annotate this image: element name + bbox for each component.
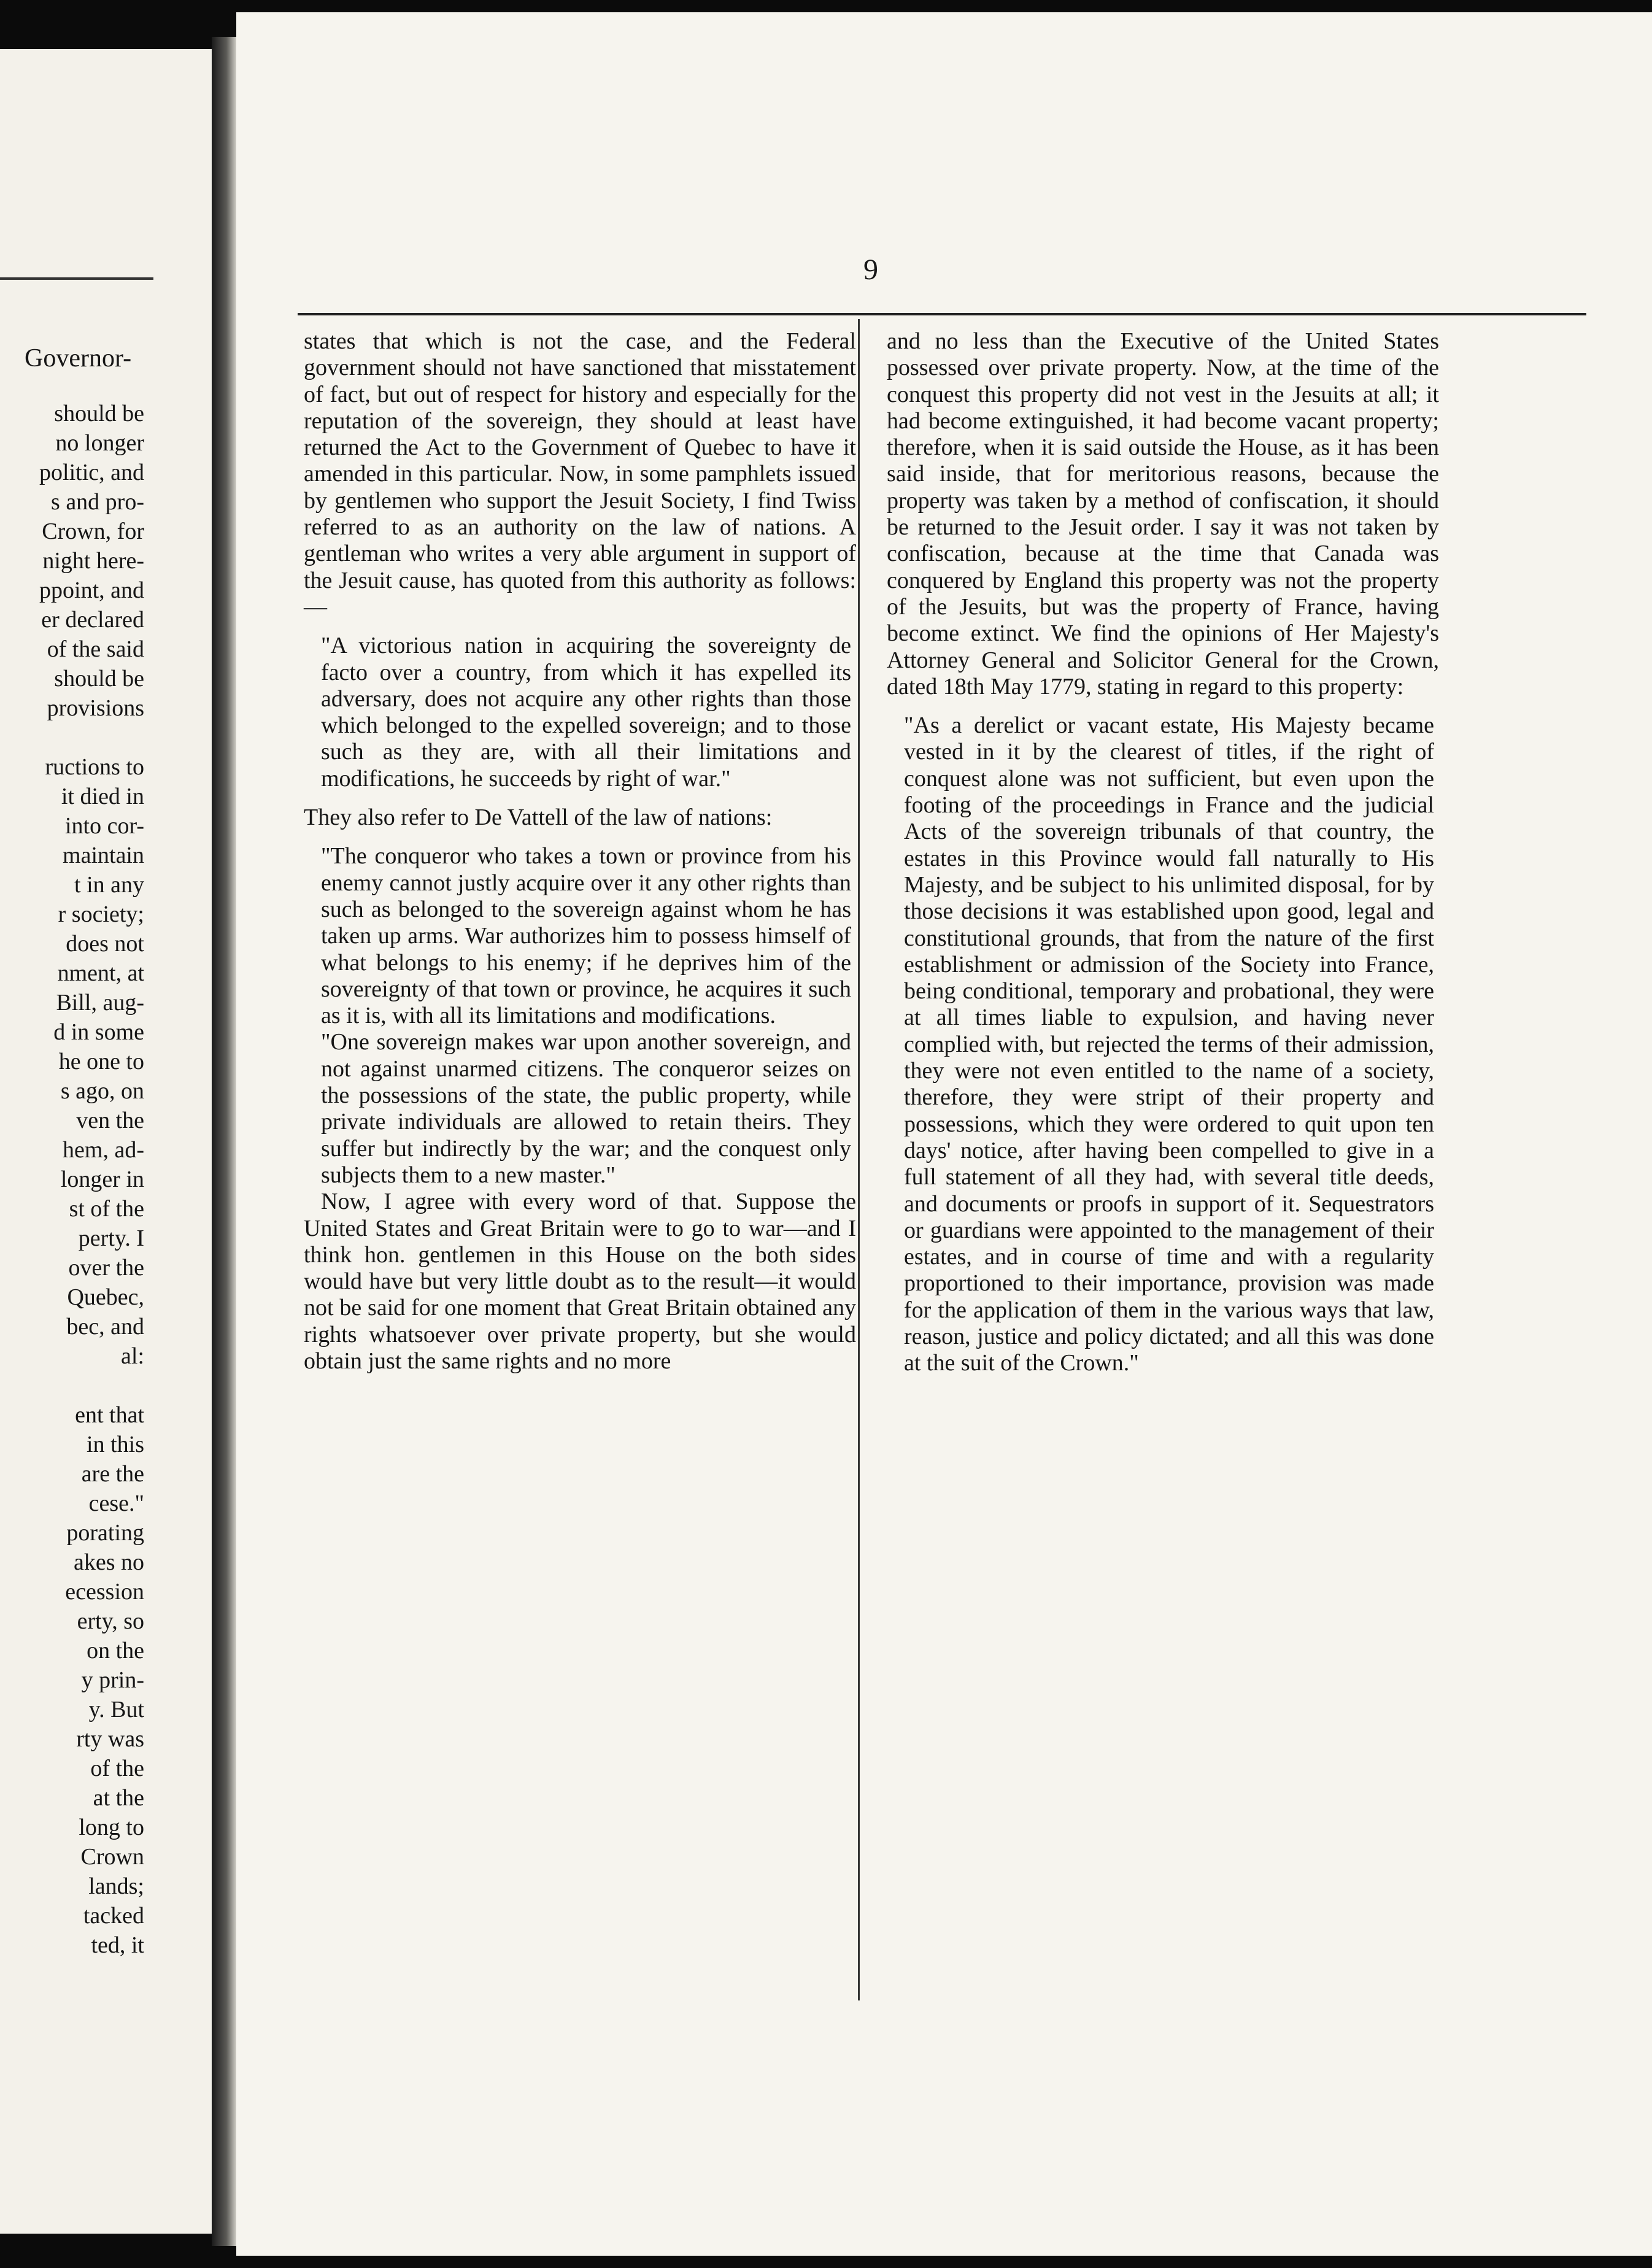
facing-page-line: erty, so <box>77 1608 144 1634</box>
facing-page-line: politic, and <box>39 460 144 485</box>
facing-page-line: porating <box>66 1520 144 1546</box>
header-rule <box>298 313 1586 315</box>
facing-page-line: on the <box>87 1638 144 1664</box>
facing-page-fragment <box>0 49 212 2234</box>
right-column <box>887 328 1439 1377</box>
facing-page-line: perty. I <box>78 1225 144 1251</box>
facing-page-line <box>0 723 212 752</box>
facing-page-line: ecession <box>65 1579 144 1605</box>
facing-page-line: rty was <box>76 1726 144 1752</box>
facing-page-line: Crown, for <box>42 519 144 544</box>
facing-page-line: are the <box>81 1461 144 1487</box>
facing-page-line: cese." <box>88 1491 144 1516</box>
facing-page-line: provisions <box>47 695 144 721</box>
quote-paragraph: "One sovereign makes war upon another sovereign, and not against unarmed citizens. The conqueror seizes on the possessions of the state, the public property, while private individuals are allowed to retain theirs. They suffer but indirectly by the war; and the conquest only subjects them to a new master." <box>321 1029 851 1188</box>
quote-paragraph: "The conqueror who takes a town or province from his enemy cannot justly acquire over it any other rights than such as belonged to the sovereign against whom he has taken up arms. War authorizes him to possess himself of what belongs to his enemy; if he deprives him of the sovereignty of that town or province, he acquires it such as it is, with all its limitations and modifications. <box>321 843 851 1029</box>
facing-page-line: t in any <box>74 872 144 898</box>
page-number: 9 <box>863 253 878 286</box>
facing-page-line: ven the <box>76 1108 144 1133</box>
facing-page-line: s and pro- <box>51 489 144 515</box>
facing-page-line: no longer <box>55 430 144 456</box>
column-divider <box>858 319 860 2000</box>
left-column <box>304 328 856 1375</box>
paragraph: They also refer to De Vattell of the law of nations: <box>304 804 773 831</box>
facing-page-line: at the <box>93 1785 144 1811</box>
facing-page-line: tacked <box>83 1903 144 1929</box>
facing-page-line: al: <box>121 1343 144 1369</box>
facing-page-line: nment, at <box>57 960 144 986</box>
book-gutter <box>212 37 236 2246</box>
facing-page-line: long to <box>79 1815 144 1840</box>
facing-page-line: Crown <box>80 1844 144 1870</box>
facing-page-line: does not <box>66 931 144 957</box>
facing-page-line: ted, it <box>91 1932 144 1958</box>
facing-page-line: y. But <box>88 1697 144 1722</box>
facing-page-line: of the said <box>47 636 144 662</box>
facing-page-text <box>0 399 212 1960</box>
facing-page-line: lands; <box>88 1873 144 1899</box>
paragraph: Now, I agree with every word of that. Suppose the United States and Great Britain were to go to war—and I think hon. gentlemen in this House on the both sides would have but very little doubt as to the result—it would not be said for one moment that Great Britain obtained any rights whatsoever over private property, but she would obtain just the same rights and no more <box>304 1189 856 1374</box>
facing-page-header: Governor- <box>25 344 132 372</box>
facing-page-line: longer in <box>60 1167 144 1192</box>
facing-page-line: hem, ad- <box>63 1137 144 1163</box>
facing-page-line <box>0 1371 212 1400</box>
facing-page-line: night here- <box>42 548 144 574</box>
facing-page-line: in this <box>87 1432 144 1457</box>
facing-page-line: ructions to <box>45 754 144 780</box>
page <box>236 12 1652 2256</box>
facing-page-line: it died in <box>61 784 144 809</box>
facing-page-line: should be <box>54 666 144 692</box>
facing-page-line: akes no <box>73 1549 144 1575</box>
facing-page-line: y prin- <box>81 1667 144 1693</box>
facing-page-line: ent that <box>75 1402 144 1428</box>
facing-page-line: bec, and <box>66 1314 144 1340</box>
facing-page-line: he one to <box>58 1049 144 1074</box>
facing-page-line: over the <box>68 1255 144 1281</box>
facing-page-line: maintain <box>63 843 144 868</box>
facing-page-line: d in some <box>53 1019 144 1045</box>
quote-paragraph: "A victorious nation in acquiring the sovereignty de facto over a country, from which it has expelled its adversary, does not acquire any other rights than those which belonged to the expelled sovereign; and to those such as they are, with all their limitations and modifications, he succeeds by right of war." <box>321 633 851 792</box>
facing-page-rule <box>0 277 153 280</box>
paragraph: states that which is not the case, and the Federal government should not have sanctioned that misstatement of fact, but out of respect for history and especially for the reputation of the sovereign, they should at least have returned the Act to the Government of Quebec to have it amended in this particular. Now, in some pamphlets issued by gentlemen who support the Jesuit Society, I find Twiss referred to as an authority on the law of nations. A gentleman who writes a very able argument in support of the Jesuit cause, has quoted from this authority as follows:— <box>304 328 856 620</box>
facing-page-line: st of the <box>69 1196 144 1222</box>
facing-page-line: ppoint, and <box>39 577 144 603</box>
facing-page-line: Bill, aug- <box>56 990 144 1016</box>
facing-page-line: Quebec, <box>67 1284 144 1310</box>
quote-paragraph: "As a derelict or vacant estate, His Majesty became vested in it by the clearest of titles, if the right of conquest alone was not sufficient, but even upon the footing of the proceedings in France and the judicial Acts of the sovereign tribunals of that country, the estates in this Province would fall naturally to His Majesty, and be subject to his unlimited disposal, for by those decisions it was established upon good, legal and constitutional grounds, that from the nature of the first establishment or admission of the Society into France, being conditional, temporary and probational, they were at all times liable to expulsion, and having never complied with, but rejected the terms of their admission, they were not even entitled to the name of a society, therefore, they were stript of their property and possessions, which they were ordered to quit upon ten days' notice, after having been compelled to give in a full statement of all they had, with several title deeds, and documents or proofs in support of it. Sequestrators or guardians were appointed to the management of their estates, and in course of time and with a regularity proportioned to their importance, provision was made for the application of them in the various ways that law, reason, justice and policy dictated; and all this was done at the suit of the Crown." <box>904 712 1434 1376</box>
facing-page-line: r society; <box>58 901 144 927</box>
facing-page-line: s ago, on <box>60 1078 144 1104</box>
facing-page-line: should be <box>54 401 144 426</box>
facing-page-line: er declared <box>41 607 144 633</box>
paragraph: and no less than the Executive of the United States possessed over private property. Now, at the time of the conquest this property did not vest in the Jesuits at all; it had become extinguished, it had become vacant property; therefore, when it is said outside the House, as it has been said inside, that for meritorious reasons, because the property was taken by a method of confiscation, it should be returned to the Jesuit order. I say it was not taken by confiscation, because at the time that Canada was conquered by England this property was not the property of the Jesuits, but was the property of France, having become extinct. We find the opinions of Her Majesty's Attorney General and Solicitor General for the Crown, dated 18th May 1779, stating in regard to this property: <box>887 328 1439 700</box>
facing-page-line: of the <box>90 1756 144 1781</box>
facing-page-line: into cor- <box>64 813 144 839</box>
